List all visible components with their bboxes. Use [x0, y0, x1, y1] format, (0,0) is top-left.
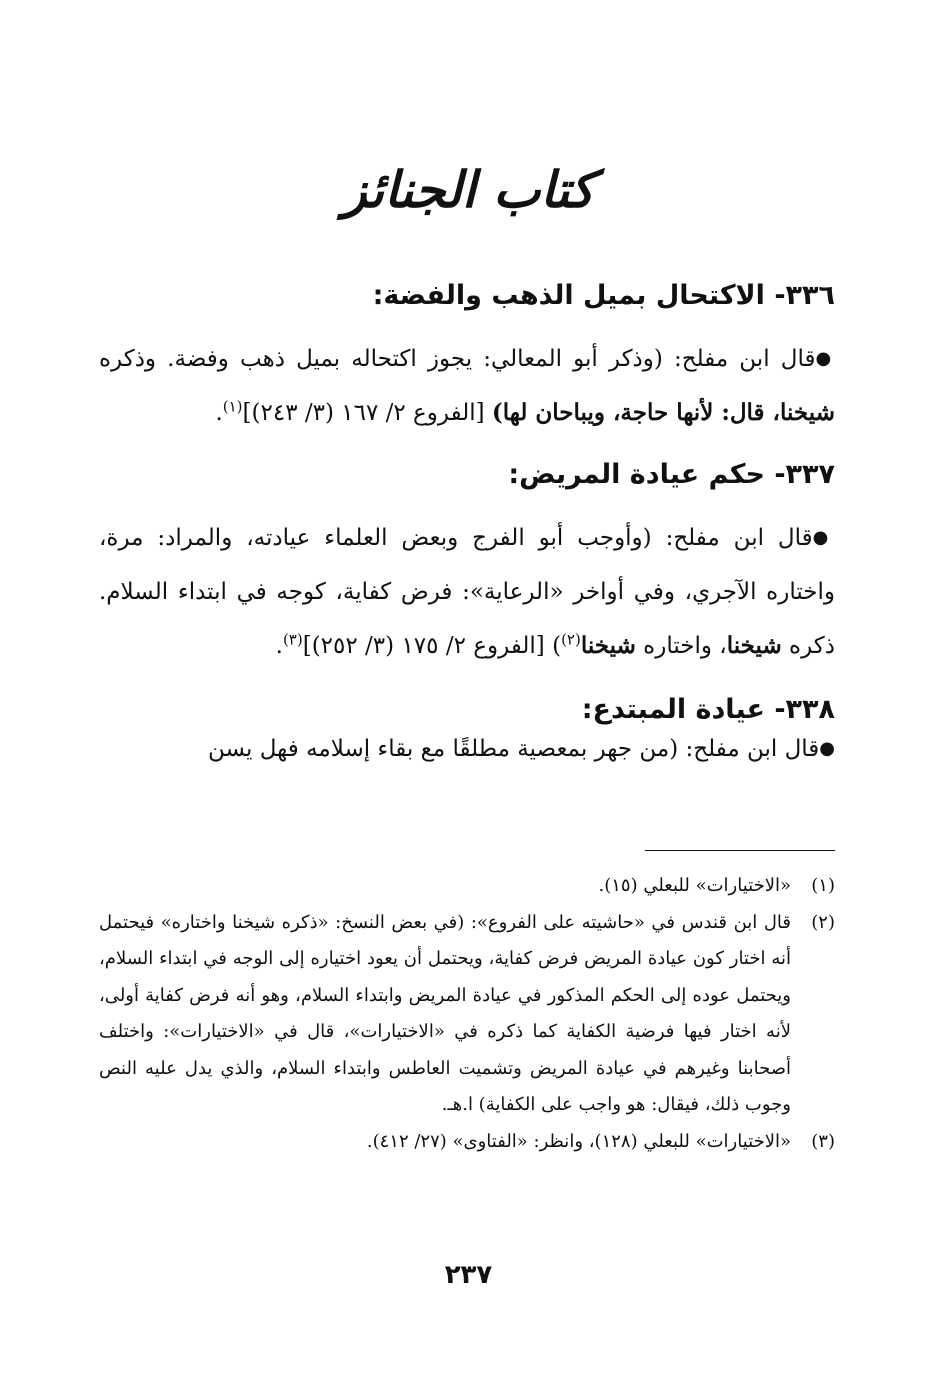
- footnote-number: (١): [811, 875, 835, 896]
- paragraph-bold-text: لأنها حاجة، ويباحان لها): [491, 399, 722, 426]
- bullet-icon: ●: [815, 348, 835, 369]
- footnote-ref: (٢): [561, 630, 581, 649]
- paragraph-bold-text: شيخنا، قال:: [721, 399, 835, 426]
- paragraph-text: ، واختاره: [635, 633, 727, 659]
- footnote-item: [99, 868, 835, 905]
- paragraph-end: .: [275, 633, 283, 659]
- paragraph-bold-text: شيخنا: [726, 632, 782, 659]
- footnote-text: «الاختيارات» للبعلي (١٢٨)، وانظر: «الفتاوى» (٢٧/ ٤١٢).: [366, 1130, 791, 1152]
- footnotes: [99, 868, 835, 1160]
- footnote-divider: [645, 850, 835, 851]
- section-paragraph-338: [99, 722, 835, 776]
- section-number: ٣٣٨-: [774, 694, 835, 725]
- paragraph-bold-text: شيخنا: [580, 632, 636, 659]
- footnote-ref: (١): [222, 397, 243, 416]
- bullet-icon: ●: [812, 527, 835, 548]
- page-number: ٢٣٧: [444, 1260, 493, 1290]
- paragraph-text: قال ابن مفلح: (وأوجب أبو الفرج وبعض العلماء عيادته، والمراد: مرة، واختاره الآجري، وفي أواخر «الرعاية»: فرض كفاية، كوجه في ابتداء السلام. ذكره: [99, 525, 835, 659]
- paragraph-text: قال ابن مفلح: (وذكر أبو المعالي: يجوز اكتحاله بميل ذهب وفضة. وذكره: [99, 346, 816, 372]
- section-paragraph-336: [99, 332, 835, 440]
- section-heading-337: [95, 455, 835, 495]
- section-number: ٣٣٧-: [774, 459, 835, 490]
- section-title: حكم عيادة المريض:: [508, 459, 765, 490]
- footnote-text: قال ابن قندس في «حاشيته على الفروع»: (في بعض النسخ: «ذكره شيخنا واختاره» فيحتمل أنه اختار كون عيادة المريض فرض كفاية، ويحتمل أن يعود اختياره إلى الوجه في ابتداء السلام، ويحتمل عوده إلى الحكم المذكور في عيادة المريض وابتداء السلام، وهو أنه فرض كفاية أولى، لأنه اختار فيها فرضية الكفاية كما ذكره في «الاختيارات»، قال في «الاختيارات»: واختلف أصحابنا وغيرهم في عيادة المريض وتشميت العاطس وابتداء السلام، والذي يدل عليه النص وجوب ذلك، فيقال: هو واجب على الكفاية) ا.هـ.: [99, 911, 791, 1115]
- footnote-number: (٢): [811, 911, 835, 933]
- paragraph-text: قال ابن مفلح: (من جهر بمعصية مطلقًا مع بقاء إسلامه فهل يسن: [208, 736, 820, 762]
- section-paragraph-337: [99, 511, 835, 673]
- paragraph-citation: ) [الفروع ٢/ ١٧٥ (٣/ ٢٥٢)]: [302, 633, 562, 659]
- section-title: عيادة المبتدع:: [581, 694, 765, 725]
- footnote-item: [99, 1124, 835, 1161]
- section-title: الاكتحال بميل الذهب والفضة:: [372, 280, 765, 311]
- section-heading-336: [95, 276, 835, 316]
- bullet-icon: ●: [819, 738, 835, 759]
- paragraph-end: .: [215, 400, 223, 426]
- section-number: ٣٣٦-: [774, 280, 835, 311]
- paragraph-citation: [الفروع ٢/ ١٦٧ (٣/ ٢٤٣)]: [242, 400, 492, 426]
- footnote-number: (٣): [811, 1130, 835, 1152]
- book-title: كتاب الجنائز: [342, 160, 595, 219]
- footnote-item: [99, 905, 835, 1124]
- footnote-text: «الاختيارات» للبعلي (١٥).: [598, 875, 791, 896]
- footnote-ref: (٣): [282, 630, 303, 649]
